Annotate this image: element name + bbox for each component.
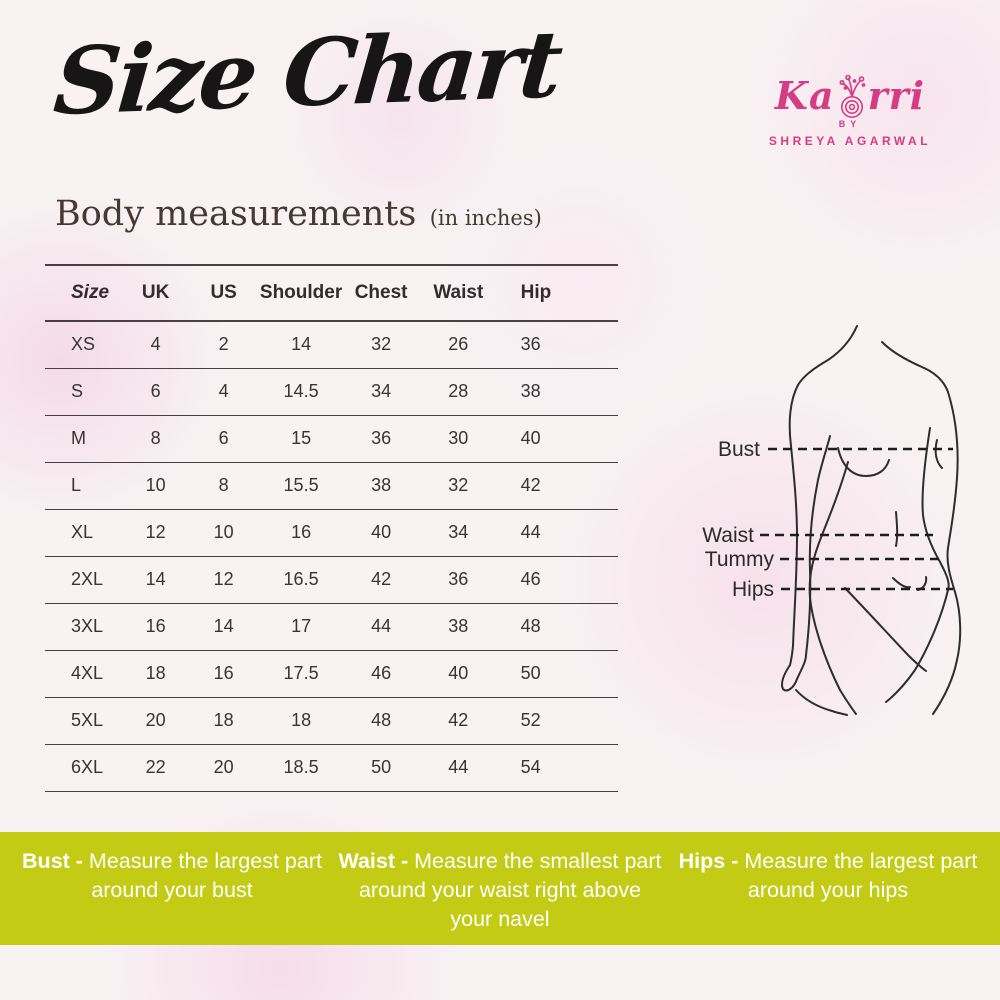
table-row: [45, 415, 618, 462]
value-cell: 16: [291, 522, 312, 542]
value-cell: 6: [150, 381, 161, 401]
value-cell: 34: [371, 381, 392, 401]
value-cell: 10: [145, 475, 166, 495]
value-cell: 4: [218, 381, 229, 401]
value-cell: 17.5: [283, 663, 319, 683]
value-cell: 16: [213, 663, 234, 683]
size-table-body: [45, 321, 618, 791]
bust-label: Bust: [717, 438, 760, 461]
body-outline: [782, 326, 960, 715]
size-cell: S: [71, 381, 84, 401]
table-row: [45, 462, 618, 509]
legend-label: Bust -: [22, 849, 83, 873]
legend-description: Measure the largest part around your bust: [82, 849, 322, 902]
value-cell: 18: [213, 710, 234, 730]
value-cell: 40: [520, 428, 541, 448]
waist-label: Waist: [702, 524, 754, 547]
size-cell: M: [71, 428, 86, 448]
value-cell: 8: [218, 475, 229, 495]
value-cell: 40: [448, 663, 469, 683]
value-cell: 18.5: [283, 757, 319, 777]
value-cell: 36: [520, 334, 541, 355]
value-cell: 4: [150, 334, 161, 355]
table-row: [45, 556, 618, 603]
value-cell: 42: [371, 569, 392, 589]
table-row: [45, 650, 618, 697]
value-cell: 38: [371, 475, 392, 495]
table-row: [45, 509, 618, 556]
legend-label: Waist -: [338, 849, 409, 873]
legend-label: Hips -: [678, 849, 739, 873]
column-header-size: Size: [71, 282, 110, 303]
value-cell: 12: [145, 522, 166, 542]
value-cell: 52: [520, 710, 541, 730]
value-cell: 50: [520, 663, 541, 683]
brand-owner: SHREYA AGARWAL: [768, 134, 932, 148]
value-cell: 32: [371, 334, 392, 355]
value-cell: 26: [448, 334, 469, 355]
value-cell: 20: [145, 710, 166, 730]
table-row: [45, 368, 618, 415]
value-cell: 44: [448, 757, 469, 777]
value-cell: 36: [371, 428, 392, 448]
legend-text: [8, 847, 336, 905]
value-cell: 46: [520, 569, 541, 589]
value-cell: 14.5: [283, 381, 319, 401]
value-cell: 15: [291, 428, 312, 448]
column-header-hip: Hip: [520, 282, 552, 303]
value-cell: 30: [448, 428, 469, 448]
value-cell: 32: [448, 475, 469, 495]
value-cell: 42: [448, 710, 469, 730]
size-table: [45, 264, 618, 792]
brand-name-prefix: Ka: [774, 73, 835, 118]
value-cell: 6: [218, 428, 229, 448]
brand-name-suffix: rri: [867, 73, 926, 118]
table-row: [45, 603, 618, 650]
value-cell: 12: [213, 569, 234, 589]
value-cell: 54: [520, 757, 541, 777]
legend-description: Measure the largest part around your hips: [738, 849, 978, 902]
value-cell: 42: [520, 475, 541, 495]
legend-item: [8, 847, 336, 905]
value-cell: 28: [448, 381, 469, 401]
brand-by-label: BY: [838, 119, 862, 129]
page-title: Size Chart: [50, 9, 565, 137]
size-cell: 4XL: [71, 663, 104, 683]
legend-description: Measure the smallest part around your waist right above your navel: [358, 849, 662, 931]
measurement-legend-band: [0, 832, 1000, 945]
value-cell: 38: [448, 616, 469, 636]
size-cell: 6XL: [71, 757, 104, 777]
value-cell: 50: [371, 757, 392, 777]
size-cell: 3XL: [71, 616, 104, 636]
size-cell: 2XL: [71, 569, 104, 589]
value-cell: 38: [520, 381, 541, 401]
size-cell: XL: [71, 522, 94, 542]
column-header-us: US: [210, 282, 237, 303]
value-cell: 14: [213, 616, 234, 636]
column-header-waist: Waist: [433, 282, 484, 303]
value-cell: 14: [145, 569, 166, 589]
value-cell: 16.5: [283, 569, 319, 589]
brand-name: [730, 74, 970, 116]
value-cell: 48: [371, 710, 392, 730]
brand-logo: [730, 74, 970, 148]
size-cell: L: [71, 475, 82, 495]
flower-pot-icon: [837, 74, 867, 120]
value-cell: 22: [145, 757, 166, 777]
value-cell: 34: [448, 522, 469, 542]
size-cell: XS: [71, 334, 96, 355]
value-cell: 36: [448, 569, 469, 589]
value-cell: 16: [145, 616, 166, 636]
subtitle: Body measurements: [55, 194, 417, 234]
table-row: [45, 321, 618, 368]
table-row: [45, 697, 618, 744]
subtitle-block: [55, 194, 542, 234]
legend-text: [664, 847, 992, 905]
size-table-container: [45, 264, 618, 792]
body-figure-illustration: [680, 300, 1000, 720]
legend-text: [336, 847, 664, 934]
value-cell: 46: [371, 663, 392, 683]
legend-item: [336, 847, 664, 934]
column-header-shoulder: Shoulder: [259, 282, 343, 303]
value-cell: 15.5: [283, 475, 319, 495]
value-cell: 14: [291, 334, 312, 355]
value-cell: 18: [145, 663, 166, 683]
tummy-label: Tummy: [704, 548, 774, 571]
legend-item: [664, 847, 992, 905]
value-cell: 17: [291, 616, 312, 636]
value-cell: 20: [213, 757, 234, 777]
value-cell: 44: [371, 616, 392, 636]
value-cell: 10: [213, 522, 234, 542]
value-cell: 8: [150, 428, 161, 448]
value-cell: 18: [291, 710, 312, 730]
value-cell: 48: [520, 616, 541, 636]
value-cell: 44: [520, 522, 541, 542]
size-cell: 5XL: [71, 710, 104, 730]
subtitle-unit-note: (in inches): [429, 206, 542, 230]
size-table-head-row: [45, 265, 618, 321]
value-cell: 40: [371, 522, 392, 542]
column-header-uk: UK: [141, 282, 170, 303]
value-cell: 2: [218, 334, 229, 355]
hips-label: Hips: [731, 578, 774, 601]
column-header-chest: Chest: [354, 282, 408, 303]
table-row: [45, 744, 618, 791]
